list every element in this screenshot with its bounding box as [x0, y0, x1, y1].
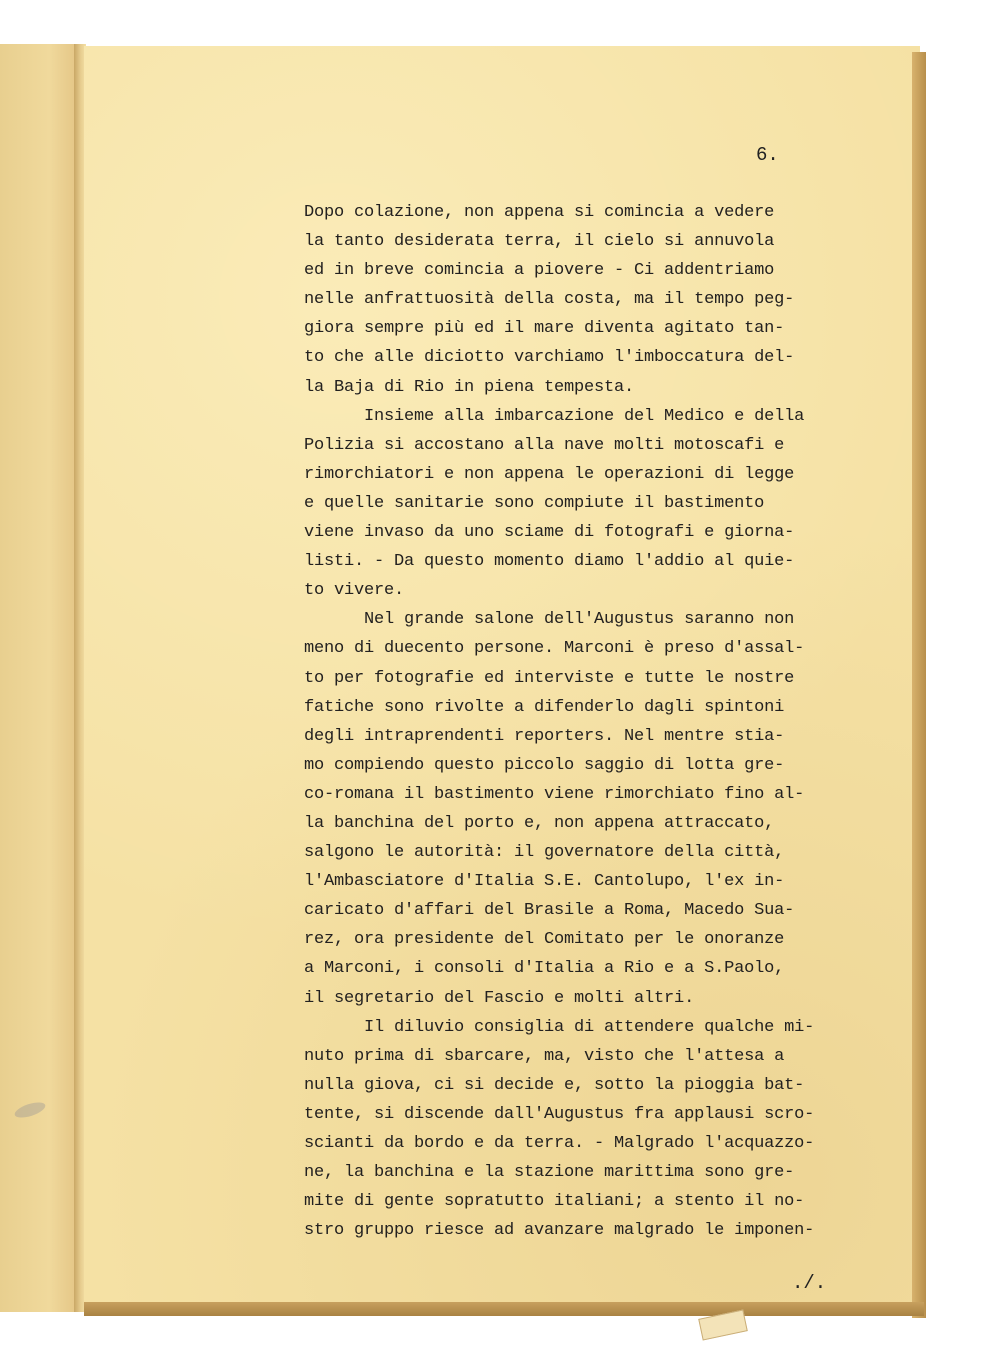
text-line: scianti da bordo e da terra. - Malgrado l'acquazzo-	[304, 1134, 815, 1153]
text-line: stro gruppo riesce ad avanzare malgrado le imponen-	[304, 1221, 815, 1241]
text-line: mite di gente sopratutto italiani; a stento il no-	[304, 1192, 805, 1212]
text-line: meno di duecento persone. Marconi è preso d'assal-	[304, 639, 805, 659]
text-line: nulla giova, ci si decide e, sotto la pioggia bat-	[304, 1075, 805, 1095]
text-line: to vivere.	[304, 581, 405, 601]
text-line: Il diluvio consiglia di attendere qualche mi-	[304, 1017, 815, 1037]
text-line: viene invaso da uno sciame di fotografi e giorna-	[304, 523, 795, 543]
text-line: to che alle diciotto varchiamo l'imboccatura del-	[304, 348, 795, 368]
typewritten-text	[304, 198, 844, 1245]
text-line: nuto prima di sbarcare, ma, visto che l'attesa a	[304, 1046, 785, 1066]
text-line: salgono le autorità: il governatore della città,	[304, 843, 785, 863]
text-line: la tanto desiderata terra, il cielo si annuvola	[304, 232, 775, 252]
page-bottom-edge	[84, 1302, 924, 1316]
text-line: rez, ora presidente del Comitato per le onoranze	[304, 930, 785, 950]
text-line: nelle anfrattuosità della costa, ma il tempo peg-	[304, 290, 795, 310]
text-line: l'Ambasciatore d'Italia S.E. Cantolupo, l'ex in-	[304, 872, 785, 892]
text-line: ne, la banchina e la stazione marittima sono gre-	[304, 1163, 795, 1183]
text-line: il segretario del Fascio e molti altri.	[304, 988, 695, 1008]
text-line: fatiche sono rivolte a difenderlo dagli spintoni	[304, 697, 785, 717]
text-line: la banchina del porto e, non appena attraccato,	[304, 813, 775, 833]
left-page	[0, 44, 82, 1312]
text-line: tente, si discende dall'Augustus fra applausi scro-	[304, 1104, 815, 1124]
continuation-mark: ./.	[792, 1272, 827, 1294]
text-line: mo compiendo questo piccolo saggio di lotta gre-	[304, 755, 785, 775]
text-line: Nel grande salone dell'Augustus saranno non	[304, 610, 795, 630]
text-line: a Marconi, i consoli d'Italia a Rio e a S.Paolo,	[304, 959, 785, 979]
text-line: Insieme alla imbarcazione del Medico e della	[304, 406, 805, 426]
text-line: ed in breve comincia a piovere - Ci addentriamo	[304, 261, 775, 281]
text-line: to per fotografie ed interviste e tutte le nostre	[304, 668, 795, 688]
text-line: listi. - Da questo momento diamo l'addio al quie-	[304, 552, 795, 572]
text-line: la Baja di Rio in piena tempesta.	[304, 377, 635, 397]
text-line: rimorchiatori e non appena le operazioni di legge	[304, 464, 795, 484]
text-line: co-romana il bastimento viene rimorchiato fino al-	[304, 784, 805, 804]
text-line: Polizia si accostano alla nave molti motoscafi e	[304, 435, 785, 455]
text-line: giora sempre più ed il mare diventa agitato tan-	[304, 319, 785, 339]
text-line: Dopo colazione, non appena si comincia a vedere	[304, 203, 775, 222]
page-number: 6.	[756, 144, 779, 166]
text-line: degli intraprendenti reporters. Nel mentre stia-	[304, 726, 785, 746]
page-edge-stack	[912, 52, 926, 1318]
text-line: e quelle sanitarie sono compiute il bastimento	[304, 493, 765, 513]
text-line: caricato d'affari del Brasile a Roma, Macedo Sua-	[304, 901, 795, 921]
